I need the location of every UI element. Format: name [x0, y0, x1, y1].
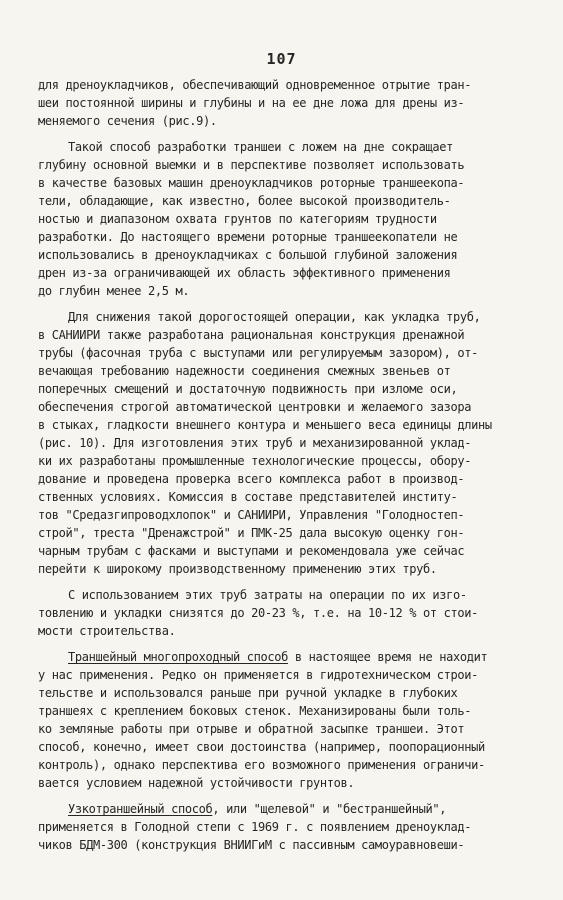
text-line: строй", треста "Дренажстрой" и ПМК-25 дала высокую оценку гон- — [38, 526, 465, 540]
text-line: С использованием этих труб затраты на операции по их изго- — [68, 588, 467, 602]
text-line: Узкотраншейный способ, или "щелевой" и "бестраншейный", — [68, 802, 447, 816]
text-line: ностью и диапазоном охвата грунтов по категориям трудности — [38, 212, 437, 226]
text-line: разработки. До настоящего времени роторные траншеекопатели не — [38, 230, 458, 244]
text-line: чарным трубам с фасками и выступами и рекомендовала уже сейчас — [38, 544, 465, 558]
text-line: использовались в дреноукладчиках с большой глубиной заложения — [38, 248, 458, 262]
text-line: у нас применения. Редко он применяется в гидротехническом строи- — [38, 668, 478, 682]
text-line: трубы (фасочная труба с выступами или регулируемым зазором), от- — [38, 346, 478, 360]
text-line: мости строительства. — [38, 624, 176, 638]
text-line: обеспечения строгой автоматической центровки и желаемого зазора — [38, 400, 472, 414]
text-line: перейти к широкому производственному применению этих труб. — [38, 562, 437, 576]
text-line: для дреноукладчиков, обеспечивающий одновременное отрытие тран- — [38, 78, 472, 92]
text-line: Траншейный многопроходный способ в настоящее время не находит — [68, 650, 488, 664]
text-line: в качестве базовых машин дреноукладчиков роторные траншеекопа- — [38, 176, 465, 190]
underlined-phrase: Траншейный многопроходный способ — [68, 650, 288, 664]
text-line: поперечных смещений и достаточную подвижность при изломе оси, — [38, 382, 458, 396]
text-line: товлению и укладки снизятся до 20-23 %, т.е. на 10-12 % от стои- — [38, 606, 478, 620]
text-line: тели, обладающие, как известно, более высокой производитель- — [38, 194, 451, 208]
text-line: дрен из-за ограничивающей их область эффективного применения — [38, 266, 451, 280]
text-line: глубину основной выемки и в перспективе позволяет использовать — [38, 158, 465, 172]
text-line: в САНИИРИ также разработана рациональная конструкция дренажной — [38, 328, 465, 342]
text-line: ко земляные работы при отрыве и обратной засыпке траншеи. Этот — [38, 722, 465, 736]
text-line: тов "Средазгипроводхлопок" и САНИИРИ, Управления "Голодностеп- — [38, 508, 465, 522]
body-text — [38, 76, 538, 854]
text-line: (рис. 10). Для изготовления этих труб и механизированной уклад- — [38, 436, 472, 450]
text-line: тельстве и использовался раньше при ручной укладке в глубоких — [38, 686, 458, 700]
text-line: вечающая требованию надежности соединения смежных звеньев от — [38, 364, 451, 378]
text-line: Такой способ разработки траншеи с ложем на дне сокращает — [68, 140, 453, 154]
text-line: в стыках, гладкости внешнего контура и меньшего веса единицы длины — [38, 418, 492, 432]
text-line: шеи постоянной ширины и глубины и на ее дне ложа для дрены из- — [38, 96, 465, 110]
text-line: ки их разработаны промышленные технологические процессы, обору- — [38, 454, 472, 468]
page-number: 107 — [266, 50, 297, 68]
text-line: меняемого сечения (рис.9). — [38, 114, 217, 128]
text-line: до глубин менее 2,5 м. — [38, 284, 190, 298]
text-line: ственных условиях. Комиссия в составе представителей институ- — [38, 490, 458, 504]
text-line: вается условием надежной устойчивости грунтов. — [38, 776, 355, 790]
text-line: Для снижения такой дорогостоящей операции, как укладка труб, — [68, 310, 481, 324]
text-line: контроль), однако перспектива его возможного применения ограничи- — [38, 758, 485, 772]
text-line: дование и проведена проверка всего комплекса работ в производ- — [38, 472, 465, 486]
text-line: способ, конечно, имеет свои достоинства (например, поопорационный — [38, 740, 485, 754]
text-line: траншеях с креплением боковых стенок. Механизированы были толь- — [38, 704, 472, 718]
text-line: применяется в Голодной степи с 1969 г. с появлением дреноуклад- — [38, 820, 472, 834]
underlined-phrase: Узкотраншейный способ — [68, 802, 213, 816]
text-line: чиков БДМ-300 (конструкция ВНИИГиМ с пассивным самоуравновеши- — [38, 838, 465, 852]
